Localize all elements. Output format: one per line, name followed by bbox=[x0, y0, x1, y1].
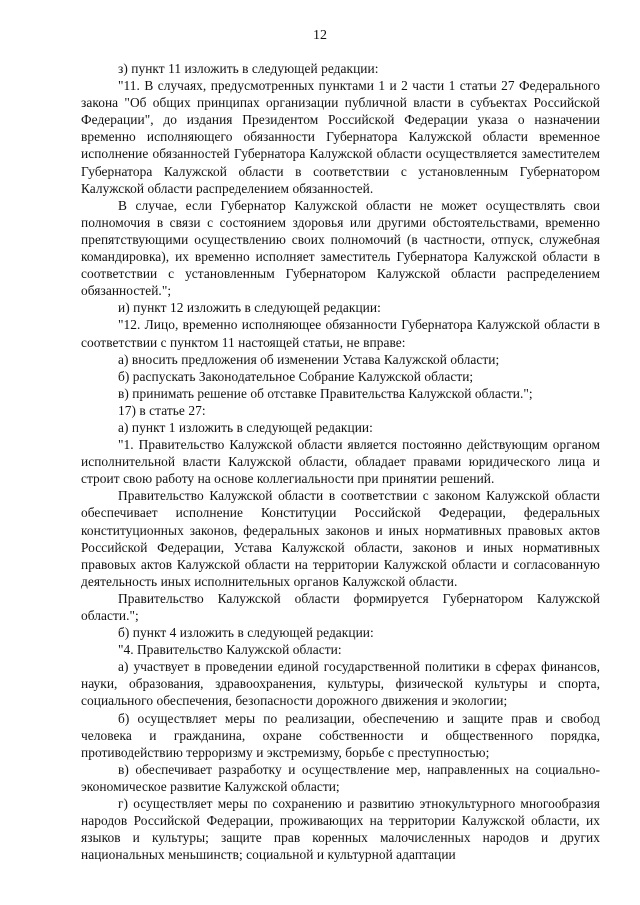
list-item: б) распускать Законодательное Собрание Калужской области; bbox=[118, 368, 474, 384]
paragraph: "12. Лицо, временно исполняющее обязанности Губернатора Калужской области в соответствии с пунктом 11 настоящей статьи, не вправе: bbox=[81, 317, 600, 350]
paragraph: В случае, если Губернатор Калужской области не может осуществлять свои полномочия в связи с состоянием здоровья или другими обстоятельствами, временно препятствующими осуществлению своих полномочий (в частности, отпуск, служебная командировка), их временно исполняет заместитель Губернатора Калужской области в соответствии с установленным Губернатором Калужской области распределением обязанностей."; bbox=[81, 197, 600, 299]
list-item: а) участвует в проведении единой государственной политики в сферах финансов, науки, образования, здравоохранения, культуры, физической культуры и спорта, социального обеспечения, безопасности дорожного движения и экологии; bbox=[81, 659, 600, 709]
page-number: 12 bbox=[313, 28, 327, 43]
paragraph: "11. В случаях, предусмотренных пунктами 1 и 2 части 1 статьи 27 Федерального закона "Об общих принципах организации публичной власти в субъектах Российской Федерации", до издания Президентом Российской Федерации указа о назначении временно исполняющего обязанности Губернатора Калужской области временное исполнение обязанностей Губернатора Калужской области осуществляется заместителем Губернатора Калужской области в соответствии с установленным Губернатором Калужской области распределением обязанностей. bbox=[81, 78, 600, 196]
paragraph: а) пункт 1 изложить в следующей редакции: bbox=[118, 419, 373, 435]
paragraph: и) пункт 12 изложить в следующей редакции: bbox=[118, 300, 381, 316]
paragraph: Правительство Калужской области в соответствии с законом Калужской области обеспечивает исполнение Конституции Российской Федерации, федеральных конституционных законов, федеральных законов и иных нормативных правовых актов Российской Федерации, Устава Калужской области, законов и иных нормативных правовых актов Калужской области на территории Калужской области и согласованную деятельность иных исполнительных органов Калужской области. bbox=[81, 488, 600, 589]
document-body bbox=[81, 60, 600, 863]
list-item: в) принимать решение об отставке Правительства Калужской области."; bbox=[118, 385, 533, 401]
list-item: г) осуществляет меры по сохранению и развитию этнокультурного многообразия народов Российской Федерации, проживающих на территории Калужской области, их языков и культуры; защите прав коренных малочисленных народов и других национальных меньшинств; социальной и культурной адаптации bbox=[81, 796, 600, 863]
paragraph: "4. Правительство Калужской области: bbox=[118, 642, 342, 658]
paragraph: з) пункт 11 изложить в следующей редакции: bbox=[118, 61, 379, 76]
paragraph: б) пункт 4 изложить в следующей редакции: bbox=[118, 625, 374, 641]
list-item: в) обеспечивает разработку и осуществление мер, направленных на социально-экономическое развитие Калужской области; bbox=[81, 761, 600, 794]
paragraph: 17) в статье 27: bbox=[118, 402, 206, 418]
paragraph: "1. Правительство Калужской области является постоянно действующим органом исполнительной власти Калужской области, обладает правами юридического лица и строит свою работу на основе коллегиальности при принятии решений. bbox=[81, 437, 600, 487]
paragraph: Правительство Калужской области формируется Губернатором Калужской области."; bbox=[81, 590, 600, 623]
list-item: а) вносить предложения об изменении Устава Калужской области; bbox=[118, 351, 500, 367]
list-item: б) осуществляет меры по реализации, обеспечению и защите прав и свобод человека и гражданина, охране собственности и общественного порядка, противодействию терроризму и экстремизму, борьбе с преступностью; bbox=[81, 710, 600, 760]
